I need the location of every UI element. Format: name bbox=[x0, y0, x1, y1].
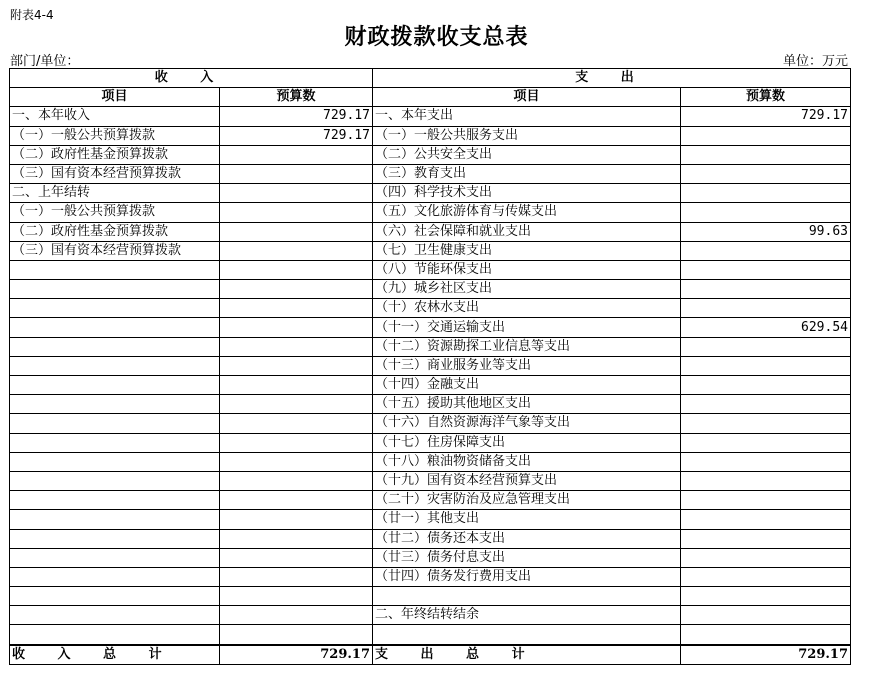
table-row bbox=[10, 625, 851, 645]
table-row bbox=[10, 606, 851, 625]
income-item-cell: 二、上年结转 bbox=[10, 184, 220, 203]
expense-value-cell bbox=[681, 587, 851, 606]
expense-item-cell: （三）教育支出 bbox=[373, 164, 681, 183]
income-value-cell bbox=[220, 203, 373, 222]
income-value-cell bbox=[220, 299, 373, 318]
expense-total-label: 支 出 总 计 bbox=[373, 645, 681, 665]
table-row bbox=[10, 567, 851, 586]
income-item-cell bbox=[10, 587, 220, 606]
table-row bbox=[10, 548, 851, 567]
expense-item-cell: （五）文化旅游体育与传媒支出 bbox=[373, 203, 681, 222]
expense-item-cell bbox=[373, 587, 681, 606]
income-value-cell bbox=[220, 587, 373, 606]
column-header-row bbox=[10, 88, 851, 107]
income-value-cell bbox=[220, 491, 373, 510]
expense-item-cell: （十二）资源勘探工业信息等支出 bbox=[373, 337, 681, 356]
expense-value-cell bbox=[681, 625, 851, 645]
section-header-row bbox=[10, 69, 851, 88]
page-title: 财政拨款收支总表 bbox=[344, 25, 529, 50]
expense-item-cell: 一、本年支出 bbox=[373, 107, 681, 126]
expense-item-cell: （一）一般公共服务支出 bbox=[373, 126, 681, 145]
income-item-cell: （三）国有资本经营预算拨款 bbox=[10, 164, 220, 183]
income-value-cell bbox=[220, 164, 373, 183]
expense-item-cell: （廿四）债务发行费用支出 bbox=[373, 567, 681, 586]
expense-value-cell bbox=[681, 337, 851, 356]
total-row bbox=[10, 645, 851, 665]
income-value-cell bbox=[220, 452, 373, 471]
expense-value-cell bbox=[681, 184, 851, 203]
income-item-cell bbox=[10, 356, 220, 375]
income-item-cell bbox=[10, 491, 220, 510]
table-row bbox=[10, 395, 851, 414]
expense-item-cell: （十七）住房保障支出 bbox=[373, 433, 681, 452]
income-value-cell bbox=[220, 529, 373, 548]
budget-table bbox=[9, 68, 851, 665]
table-row bbox=[10, 452, 851, 471]
income-item-cell bbox=[10, 395, 220, 414]
expense-value-cell bbox=[681, 356, 851, 375]
income-item-cell bbox=[10, 260, 220, 279]
table-row bbox=[10, 491, 851, 510]
income-item-cell: 一、本年收入 bbox=[10, 107, 220, 126]
income-item-cell bbox=[10, 299, 220, 318]
income-value-cell bbox=[220, 510, 373, 529]
table-row bbox=[10, 414, 851, 433]
income-budget-header: 预算数 bbox=[220, 88, 373, 107]
table-row bbox=[10, 164, 851, 183]
income-value-cell bbox=[220, 376, 373, 395]
income-item-cell bbox=[10, 414, 220, 433]
income-item-cell bbox=[10, 376, 220, 395]
table-row bbox=[10, 376, 851, 395]
expense-item-cell: （廿一）其他支出 bbox=[373, 510, 681, 529]
expense-value-cell bbox=[681, 126, 851, 145]
income-value-cell: 729.17 bbox=[220, 126, 373, 145]
expense-value-cell bbox=[681, 414, 851, 433]
attachment-label: 附表4-4 bbox=[10, 8, 54, 22]
income-item-header: 项目 bbox=[10, 88, 220, 107]
income-total-value: 729.17 bbox=[220, 645, 373, 665]
expense-total-value: 729.17 bbox=[681, 645, 851, 665]
table-row bbox=[10, 299, 851, 318]
expense-value-cell bbox=[681, 510, 851, 529]
expense-item-cell: （二十）灾害防治及应急管理支出 bbox=[373, 491, 681, 510]
expense-value-cell: 729.17 bbox=[681, 107, 851, 126]
expense-value-cell bbox=[681, 452, 851, 471]
income-item-cell: （二）政府性基金预算拨款 bbox=[10, 145, 220, 164]
expense-value-cell bbox=[681, 164, 851, 183]
expense-item-cell: （廿三）债务付息支出 bbox=[373, 548, 681, 567]
income-item-cell bbox=[10, 433, 220, 452]
table-row bbox=[10, 587, 851, 606]
expense-value-cell: 99.63 bbox=[681, 222, 851, 241]
income-item-cell bbox=[10, 337, 220, 356]
expense-value-cell bbox=[681, 395, 851, 414]
income-item-cell: （二）政府性基金预算拨款 bbox=[10, 222, 220, 241]
income-value-cell bbox=[220, 548, 373, 567]
expense-item-cell: （十三）商业服务业等支出 bbox=[373, 356, 681, 375]
income-value-cell bbox=[220, 356, 373, 375]
expense-item-cell: （九）城乡社区支出 bbox=[373, 280, 681, 299]
table-row bbox=[10, 145, 851, 164]
table-row bbox=[10, 280, 851, 299]
income-value-cell bbox=[220, 471, 373, 490]
table-row bbox=[10, 107, 851, 126]
table-row bbox=[10, 337, 851, 356]
income-item-cell: （一）一般公共预算拨款 bbox=[10, 203, 220, 222]
expense-value-cell bbox=[681, 280, 851, 299]
expense-item-cell: （十六）自然资源海洋气象等支出 bbox=[373, 414, 681, 433]
income-value-cell bbox=[220, 184, 373, 203]
income-item-cell bbox=[10, 625, 220, 645]
expense-item-cell bbox=[373, 625, 681, 645]
income-value-cell bbox=[220, 241, 373, 260]
income-item-cell bbox=[10, 529, 220, 548]
income-item-cell bbox=[10, 452, 220, 471]
income-item-cell: （三）国有资本经营预算拨款 bbox=[10, 241, 220, 260]
expense-value-cell: 629.54 bbox=[681, 318, 851, 337]
expense-item-cell: （廿二）债务还本支出 bbox=[373, 529, 681, 548]
expense-section-header: 支 出 bbox=[373, 69, 851, 88]
table-row bbox=[10, 356, 851, 375]
expense-value-cell bbox=[681, 548, 851, 567]
income-item-cell: （一）一般公共预算拨款 bbox=[10, 126, 220, 145]
expense-value-cell bbox=[681, 299, 851, 318]
expense-value-cell bbox=[681, 145, 851, 164]
table-row bbox=[10, 222, 851, 241]
income-value-cell bbox=[220, 222, 373, 241]
income-value-cell bbox=[220, 606, 373, 625]
table-row bbox=[10, 203, 851, 222]
expense-item-cell: （十五）援助其他地区支出 bbox=[373, 395, 681, 414]
income-total-label: 收 入 总 计 bbox=[10, 645, 220, 665]
income-item-cell bbox=[10, 471, 220, 490]
expense-item-cell: （十一）交通运输支出 bbox=[373, 318, 681, 337]
expense-value-cell bbox=[681, 606, 851, 625]
income-value-cell bbox=[220, 337, 373, 356]
expense-item-cell: （十）农林水支出 bbox=[373, 299, 681, 318]
expense-item-cell: （八）节能环保支出 bbox=[373, 260, 681, 279]
department-label: 部门/单位： bbox=[10, 54, 80, 69]
unit-label: 单位：万元 bbox=[782, 54, 848, 69]
expense-item-cell: （十九）国有资本经营预算支出 bbox=[373, 471, 681, 490]
income-section-header: 收 入 bbox=[10, 69, 373, 88]
expense-value-cell bbox=[681, 529, 851, 548]
income-value-cell bbox=[220, 318, 373, 337]
expense-item-cell: （十八）粮油物资储备支出 bbox=[373, 452, 681, 471]
income-item-cell bbox=[10, 606, 220, 625]
expense-item-cell: （二）公共安全支出 bbox=[373, 145, 681, 164]
expense-budget-header: 预算数 bbox=[681, 88, 851, 107]
income-value-cell bbox=[220, 433, 373, 452]
income-value-cell bbox=[220, 567, 373, 586]
table-row bbox=[10, 184, 851, 203]
table-row bbox=[10, 260, 851, 279]
expense-value-cell bbox=[681, 260, 851, 279]
income-value-cell bbox=[220, 414, 373, 433]
income-item-cell bbox=[10, 567, 220, 586]
income-item-cell bbox=[10, 510, 220, 529]
expense-value-cell bbox=[681, 376, 851, 395]
income-value-cell bbox=[220, 145, 373, 164]
expense-item-cell: （七）卫生健康支出 bbox=[373, 241, 681, 260]
expense-value-cell bbox=[681, 567, 851, 586]
income-value-cell bbox=[220, 625, 373, 645]
expense-value-cell bbox=[681, 433, 851, 452]
table-row bbox=[10, 126, 851, 145]
income-value-cell bbox=[220, 280, 373, 299]
expense-value-cell bbox=[681, 471, 851, 490]
expense-item-cell: （四）科学技术支出 bbox=[373, 184, 681, 203]
income-value-cell bbox=[220, 260, 373, 279]
table-row bbox=[10, 241, 851, 260]
income-item-cell bbox=[10, 280, 220, 299]
table-body bbox=[10, 107, 851, 645]
income-value-cell bbox=[220, 395, 373, 414]
table-row bbox=[10, 510, 851, 529]
expense-item-cell: （十四）金融支出 bbox=[373, 376, 681, 395]
expense-item-header: 项目 bbox=[373, 88, 681, 107]
expense-value-cell bbox=[681, 491, 851, 510]
income-item-cell bbox=[10, 318, 220, 337]
table-row bbox=[10, 471, 851, 490]
table-row bbox=[10, 318, 851, 337]
income-item-cell bbox=[10, 548, 220, 567]
expense-value-cell bbox=[681, 203, 851, 222]
expense-item-cell: 二、年终结转结余 bbox=[373, 606, 681, 625]
table-row bbox=[10, 529, 851, 548]
expense-value-cell bbox=[681, 241, 851, 260]
table-row bbox=[10, 433, 851, 452]
expense-item-cell: （六）社会保障和就业支出 bbox=[373, 222, 681, 241]
income-value-cell: 729.17 bbox=[220, 107, 373, 126]
